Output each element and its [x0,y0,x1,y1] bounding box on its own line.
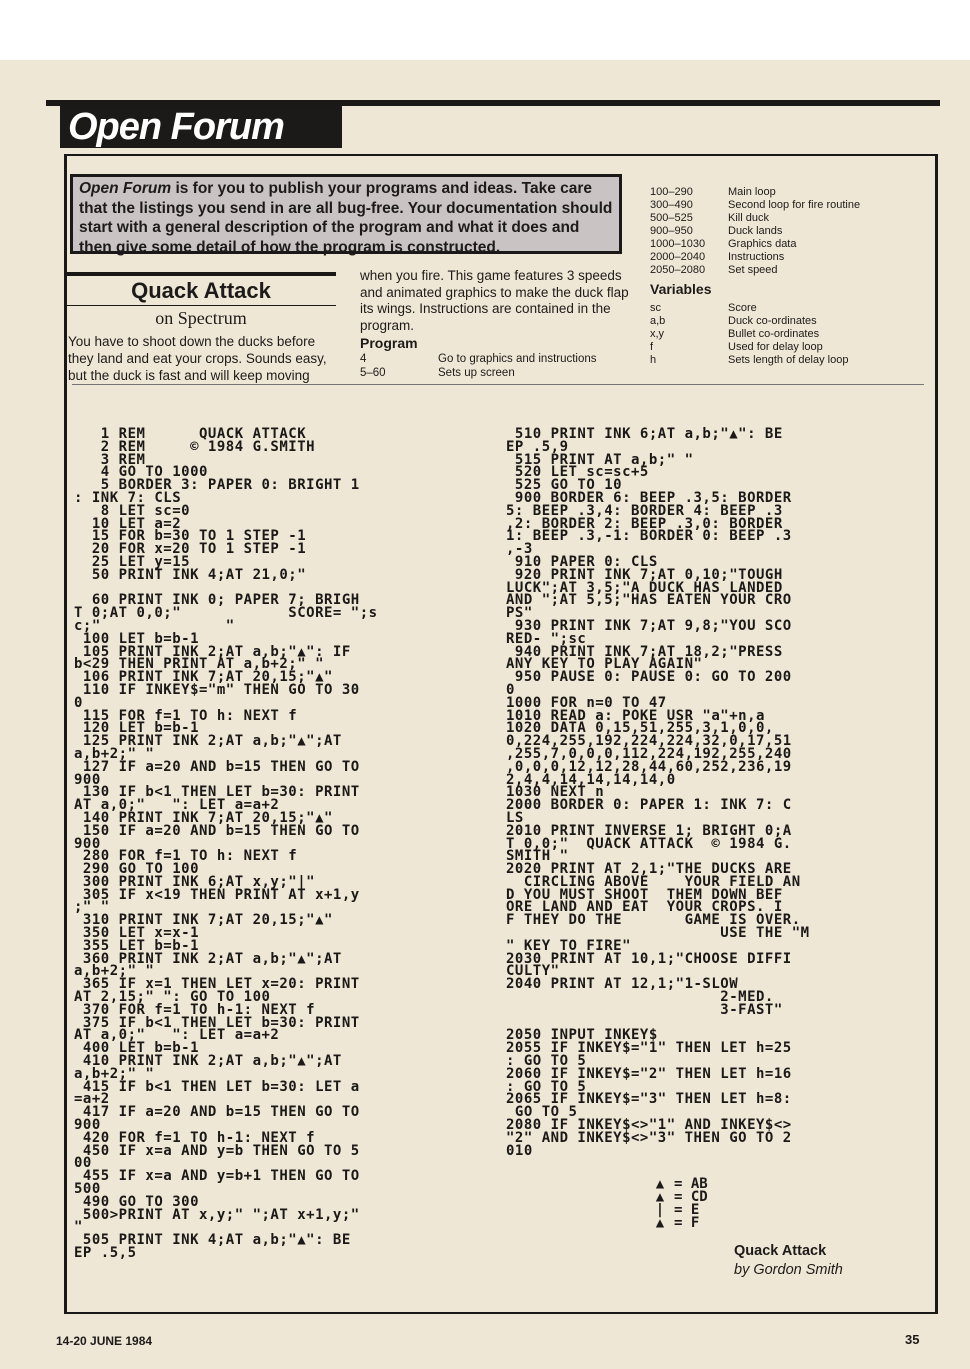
variable-row: x,y Bullet co-ordinates [650,328,820,340]
footer-date: 14-20 JUNE 1984 [56,1334,153,1348]
legend-row: ▲ = AB [646,1178,708,1191]
legend-row: ▲ = F [646,1217,708,1230]
variable-row: a,b Duck co-ordinates [650,315,817,327]
side-notes [650,186,910,367]
side-row: 2000–2040 Instructions [650,251,785,263]
frame-bottom [64,1312,938,1314]
article-para-2: when you fire. This game features 3 speeds and animated graphics to make the duck flap its wings. Instructions are contained in the program. [360,268,629,333]
article-title: Quack Attack [131,278,271,303]
listing-caption [734,1242,843,1280]
article-column-2 [360,268,638,380]
graphics-legend [646,1178,708,1230]
caption-title: Quack Attack [734,1243,827,1259]
title-rule [66,272,336,276]
gun-glyph: ▲ [655,1215,665,1232]
variable-row: h Sets length of delay loop [650,354,849,366]
duck-glyph: ▲ [655,1176,665,1193]
variable-row: sc Score [650,302,757,314]
legend-row: | = E [646,1204,708,1217]
caption-byline: by Gordon Smith [734,1262,843,1278]
side-row: 900–950 Duck lands [650,225,783,237]
intro-lead: Open Forum [79,180,172,197]
side-row: 2050–2080 Set speed [650,264,778,276]
side-row: 300–490 Second loop for fire routine [650,199,861,211]
program-heading: Program [360,335,418,351]
intro-box [70,174,622,254]
section-header: Open Forum [60,106,342,148]
bullet-glyph: | [655,1202,665,1219]
duck-glyph: ▲ [655,1189,665,1206]
listing-left-column: 1 REM QUACK ATTACK 2 REM © 1984 G.SMITH 3 REM 4 GO TO 1000 5 BORDER 3: PAPER 0: BRIGHT 1 : INK 7: CLS 8 LET sc=0 10 LET a=2 15 FOR b=30 TO 1 STEP -1 20 FOR x=20 TO 1 STEP -1 25 LET y=15 50 PRINT INK 4;AT 21,0;" 60 PRINT INK 0; PAPER 7; BRIGH T 0;AT 0,0;" SCORE= ";s c;" " 100 LET b=b-1 105 PRINT INK 2;AT a,b;"▲": IF b<29 THEN PRINT AT a,b+2;" " 106 PRINT INK 7;AT 20,15;"▲" 110 IF INKEY$="m" THEN GO TO 30 0 115 FOR f=1 TO h: NEXT f 120 LET b=b-1 125 PRINT INK 2;AT a,b;"▲";AT a,b+2;" " 127 IF a=20 AND b=15 THEN GO TO 900 130 IF b<1 THEN LET b=30: PRINT AT a,0;" ": LET a=a+2 140 PRINT INK 7;AT 20,15;"▲" 150 IF a=20 AND b=15 THEN GO TO 900 280 FOR f=1 TO h: NEXT f 290 GO TO 100 300 PRINT INK 6;AT x,y;"|" 305 IF x<19 THEN PRINT AT x+1,y ;" " 310 PRINT INK 7;AT 20,15;"▲" 350 LET x=x-1 355 LET b=b-1 360 PRINT INK 2;AT a,b;"▲";AT a,b+2;" " 365 IF x=1 THEN LET x=20: PRINT AT 2,15;" ": GO TO 100 370 FOR f=1 TO h-1: NEXT f 375 IF b<1 THEN LET b=30: PRINT AT a,0;" ": LET a=a+2 400 LET b=b-1 410 PRINT INK 2;AT a,b;"▲";AT a,b+2;" " 415 IF b<1 THEN LET b=30: LET a =a+2 417 IF a=20 AND b=15 THEN GO TO 900 420 FOR f=1 TO h-1: NEXT f 450 IF x=a AND y=b THEN GO TO 5 00 455 IF x=a AND y=b+1 THEN GO TO 500 490 GO TO 300 500>PRINT AT x,y;" ";AT x+1,y;" " 505 PRINT INK 4;AT a,b;"▲": BE EP .5,5 [74,426,378,1261]
intro-text: is for you to publish your programs and ideas. Take care that the listings you send in are all bug-free. Your documentation should start with a general description of the program and what it does and then give some detail of how the program is constructed. [79,180,613,256]
legend-row: ▲ = CD [646,1191,708,1204]
program-row: 5–60 Sets up screen [360,366,515,379]
side-row: 100–290 Main loop [650,186,776,198]
side-row: 500–525 Kill duck [650,212,769,224]
side-row: 1000–1030 Graphics data [650,238,797,250]
top-margin [0,0,970,60]
title-underline [66,305,336,306]
program-row: 4 Go to graphics and instructions [360,352,597,365]
listing-right-column: 510 PRINT INK 6;AT a,b;"▲": BE EP .5,9 515 PRINT AT a,b;" " 520 LET sc=sc+5 525 GO TO 10 900 BORDER 6: BEEP .3,5: BORDER 5: BEEP .3,4: BORDER 4: BEEP .3 ,2: BORDER 2: BEEP .3,0: BORDER 1: BEEP .3,-1: BORDER 0: BEEP .3 ,-3 910 PAPER 0: CLS 920 PRINT INK 7;AT 0,10;"TOUGH LUCK";AT 3,5;"A DUCK HAS LANDED AND ";AT 5,5;"HAS EATEN YOUR CRO PS" 930 PRINT INK 7;AT 9,8;"YOU SCO RED- ";sc 940 PRINT INK 7;AT 18,2;"PRESS ANY KEY TO PLAY AGAIN" 950 PAUSE 0: PAUSE 0: GO TO 200 0 1000 FOR n=0 TO 47 1010 READ a: POKE USR "a"+n,a 1020 DATA 0,15,51,255,3,1,0,0, 0,224,255,192,224,224,32,0,17,51 ,255,7,0,0,0,112,224,192,255,240 ,0,0,0,12,12,28,44,60,252,236,19 2,4,4,14,14,14,14,0 1030 NEXT n 2000 BORDER 0: PAPER 1: INK 7: C LS 2010 PRINT INVERSE 1; BRIGHT 0;A T 0,0;" QUACK ATTACK © 1984 G. SMITH " 2020 PRINT AT 2,1;"THE DUCKS ARE CIRCLING ABOVE YOUR FIELD AN D YOU MUST SHOOT THEM DOWN BEF ORE LAND AND EAT YOUR CROPS. I F THEY DO THE GAME IS OVER. USE THE "M " KEY TO FIRE" 2030 PRINT AT 10,1;"CHOOSE DIFFI CULTY" 2040 PRINT AT 12,1;"1-SLOW 2-MED. 3-FAST" 2050 INPUT INKEY$ 2055 IF INKEY$="1" THEN LET h=25 : GO TO 5 2060 IF INKEY$="2" THEN LET h=16 : GO TO 5 2065 IF INKEY$="3" THEN LET h=8: GO TO 5 2080 IF INKEY$<>"1" AND INKEY$<> "2" AND INKEY$<>"3" THEN GO TO 2 010 [506,426,810,1159]
article-para-1: You have to shoot down the ducks before they land and eat your crops. Sounds easy, but the duck is fast and will keep moving [68,334,327,383]
page-number: 35 [905,1332,920,1347]
article-subtitle: on Spectrum [155,308,247,328]
variables-heading: Variables [650,281,712,297]
variable-row: f Used for delay loop [650,341,823,353]
